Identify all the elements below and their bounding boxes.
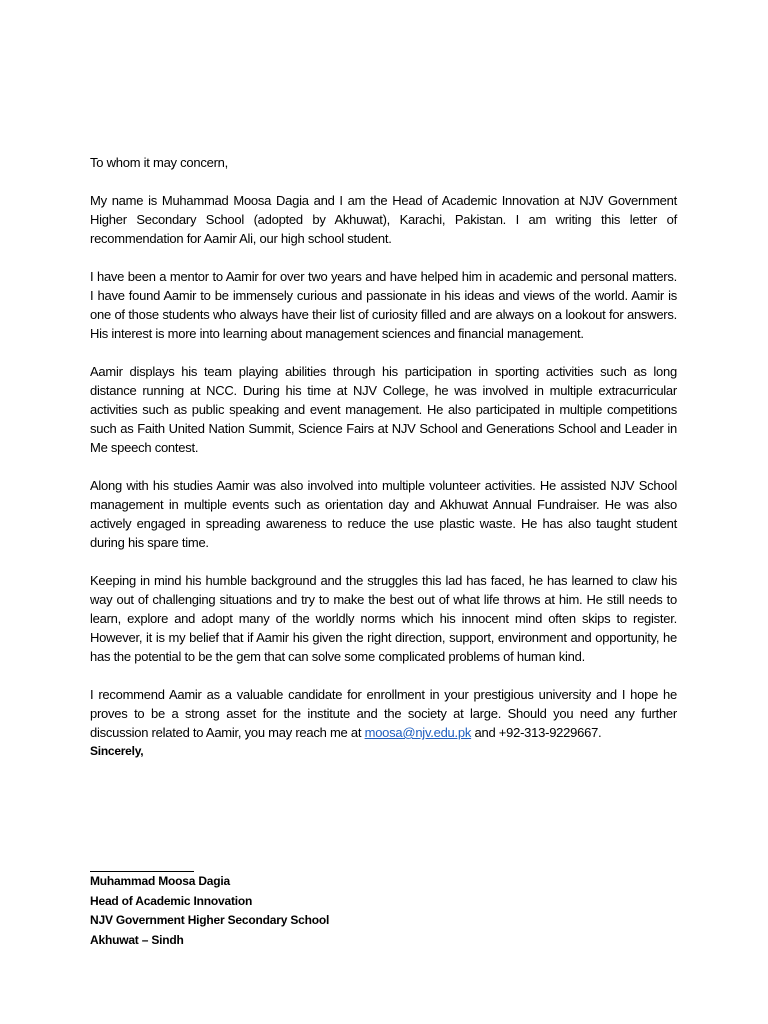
paragraph-background: Keeping in mind his humble background and the struggles this lad has faced, he has learned to claw his way out of challenging situations and try to make the best out of what life throws at him. He still needs to learn, explore and adopt many of the worldly norms which his innocent mind often skips to register. However, it is my belief that if Aamir his given the right direction, support, environment and opportunity, he has the potential to be the gem that can solve some complicated problems of human kind.: [90, 573, 677, 664]
letter-closing: Sincerely,: [90, 744, 144, 758]
paragraph-volunteering: Along with his studies Aamir was also involved into multiple volunteer activities. He assisted NJV School management in multiple events such as orientation day and Akhuwat Annual Fundraiser. He was also actively engaged in spreading awareness to reduce the use plastic waste. He has also taught student during his spare time.: [90, 478, 677, 550]
letter-body: [90, 153, 677, 761]
paragraph-activities: Aamir displays his team playing abilities through his participation in sporting activities such as long distance running at NCC. During his time at NJV College, he was involved in multiple extracurricular activities such as public speaking and event management. He also participated in multiple competitions such as Faith United Nation Summit, Science Fairs at NJV School and Generations School and Leader in Me speech contest.: [90, 364, 677, 455]
paragraph-introduction: My name is Muhammad Moosa Dagia and I am the Head of Academic Innovation at NJV Government Higher Secondary School (adopted by Akhuwat), Karachi, Pakistan. I am writing this letter of recommendation for Aamir Ali, our high school student.: [90, 193, 677, 246]
signatory-title: Head of Academic Innovation: [90, 893, 253, 908]
signature-block: [90, 852, 490, 950]
signatory-location: Akhuwat – Sindh: [90, 932, 184, 947]
signatory-name: Muhammad Moosa Dagia: [90, 874, 231, 888]
signatory-school: NJV Government Higher Secondary School: [90, 913, 330, 927]
letter-greeting: To whom it may concern,: [90, 155, 229, 170]
email-link[interactable]: moosa@njv.edu.pk: [364, 725, 472, 740]
phone-text: and +92-313-9229667.: [471, 725, 602, 740]
recommendation-text: I recommend Aamir as a valuable candidate for enrollment in your prestigious university and I hope he proves to be a strong asset for the institute and the society at large. Should you need any further discussion related to Aamir, you may reach me at: [90, 687, 677, 740]
signature-line: [90, 852, 194, 872]
paragraph-recommendation: [90, 685, 677, 742]
paragraph-mentorship: I have been a mentor to Aamir for over two years and have helped him in academic and personal matters. I have found Aamir to be immensely curious and passionate in his ideas and views of the world. Aamir is one of those students who always have their list of curiosity filled and are always on a lookout for answers. His interest is more into learning about management sciences and financial management.: [90, 269, 677, 341]
